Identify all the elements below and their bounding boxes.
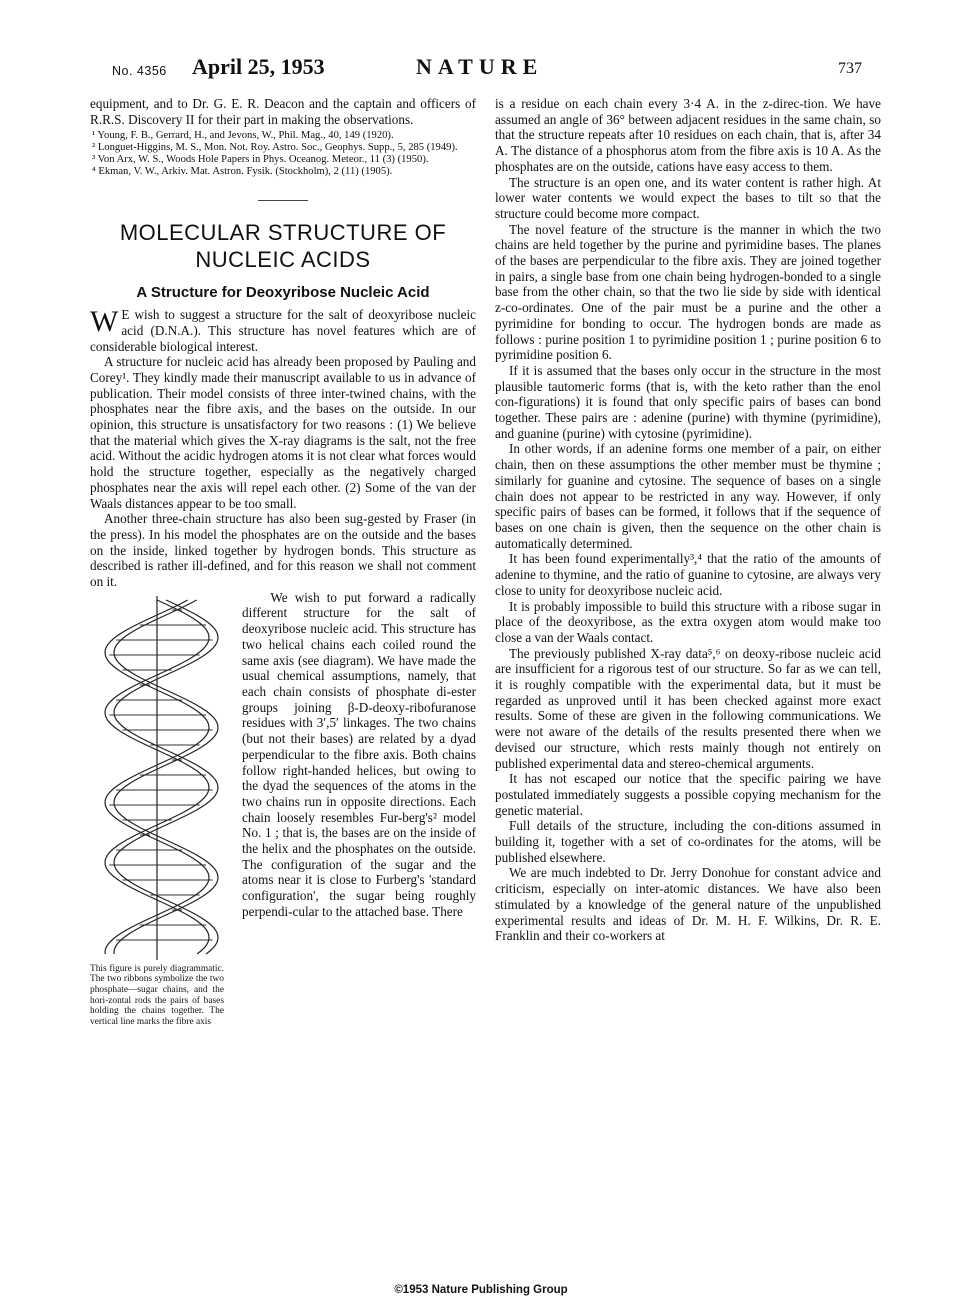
page-header bbox=[0, 54, 962, 84]
reference-item: ² Longuet-Higgins, M. S., Mon. Not. Roy. Astro. Soc., Geophys. Supp., 5, 285 (1949). bbox=[92, 142, 458, 154]
paragraph: It has not escaped our notice that the specific pairing we have postulated immediately suggests a possible copying mechanism for the genetic material. bbox=[495, 771, 881, 818]
reference-item: ³ Von Arx, W. S., Woods Hole Papers in Phys. Oceanog. Meteor., 11 (3) (1950). bbox=[92, 154, 429, 166]
double-helix-diagram bbox=[90, 592, 236, 962]
helix-ribbon bbox=[114, 600, 218, 954]
section-divider bbox=[258, 200, 308, 201]
reference-list bbox=[90, 130, 476, 178]
paragraph: The structure is an open one, and its water content is rather high. At lower water contents we would expect the bases to tilt so that the structure could become more compact. bbox=[495, 174, 881, 221]
paragraph-body: We wish to put forward a radically different structure for the salt of deoxyribose nucleic acid. This structure has two helical chains each coiled round the same axis (see diagram). We have made the usual chemical assumptions, namely, that each chain consists of phosphate di-ester groups joining β-D-deoxy-ribofuranose residues with 3′,5′ linkages. The two chains (but not their bases) are related by a dyad perpendicular to the fibre axis. Both chains follow right-handed helices, but owing to the dyad the sequences of the atoms in the two chains run in opposite directions. Each chain loosely resembles Fur-berg's² model No. 1 ; that is, the bases are on the inside of the helix and the phosphates on the outside. The configuration of the sugar and the atoms near it is close to Furberg's 'standard configuration', the sugar being roughly perpendi-cular to the attached base. There bbox=[242, 589, 476, 919]
issue-number: No. 4356 bbox=[112, 64, 167, 78]
paragraph: It is probably impossible to build this structure with a ribose sugar in place of the deoxyribose, as the extra oxygen atom would make too close a van der Waals contact. bbox=[495, 598, 881, 645]
copyright-footer: ©1953 Nature Publishing Group bbox=[394, 1284, 568, 1296]
reference-item: ⁴ Ekman, V. W., Arkiv. Mat. Astron. Fysik. (Stockholm), 2 (11) (1905). bbox=[92, 166, 393, 178]
paragraph: If it is assumed that the bases only occur in the structure in the most plausible tautomeric forms (that is, with the keto rather than the enol con-figurations) it is found that only specific pairs of bases can bond together. These pairs are : adenine (purine) with thymine (pyrimidine), and guanine (purine) with cytosine (pyrimidine). bbox=[495, 362, 881, 441]
article-title-line: NUCLEIC ACIDS bbox=[195, 247, 371, 273]
paragraph: It has been found experimentally³,⁴ that the ratio of the amounts of adenine to thymine, and the ratio of guanine to cytosine, are always very close to unity for deoxyribose nucleic acid. bbox=[495, 551, 881, 598]
figure-caption: This figure is purely diagrammatic. The two ribbons symbolize the two phosphate—sugar chains, and the hori-zontal rods the pairs of bases holding the chains together. The vertical line marks the fibre axis bbox=[90, 963, 224, 1027]
paragraph bbox=[90, 589, 476, 1027]
paragraph: is a residue on each chain every 3·4 A. in the z-direc-tion. We have assumed an angle of 36° between adjacent residues in the same chain, so that the structure repeats after 10 residues on each chain, that is, after 34 A. The distance of a phosphorus atom from the fibre axis is 10 A. As the phosphates are on the outside, cations have easy access to them. bbox=[495, 96, 881, 174]
double-helix-figure bbox=[90, 592, 236, 1050]
journal-name: NATURE bbox=[416, 54, 544, 79]
paragraph bbox=[90, 307, 476, 354]
issue-date: April 25, 1953 bbox=[192, 54, 325, 79]
reference-item: ¹ Young, F. B., Gerrard, H., and Jevons, W., Phil. Mag., 40, 149 (1920). bbox=[92, 130, 394, 142]
drop-cap: W bbox=[90, 305, 119, 339]
paragraph: The novel feature of the structure is the manner in which the two chains are held together by the purine and pyrimidine bases. The planes of the bases are perpendicular to the fibre axis. They are joined together in pairs, a single base from one chain being hydrogen-bonded to a single base from the other chain, so that the two lie side by side with identical z-co-ordinates. One of the pair must be a purine and the other a pyrimidine for bonding to occur. The hydrogen bonds are made as follows : purine position 1 to pyrimidine position 1 ; purine position 6 to pyrimidine position 6. bbox=[495, 221, 881, 363]
paragraph-text: E wish to suggest a structure for the salt of deoxyribose nucleic acid (D.N.A.). This structure has novel features which are of considerable biological interest. bbox=[90, 307, 476, 354]
paragraph: A structure for nucleic acid has already been proposed by Pauling and Corey¹. They kindly made their manuscript available to us in advance of publication. Their model consists of three inter-twined chains, with the phosphates near the fibre axis, and the bases on the outside. In our opinion, this structure is unsatisfactory for two reasons : (1) We believe that the material which gives the X-ray diagrams is the salt, not the free acid. Without the acidic hydrogen atoms it is not clear what forces would hold the structure together, especially as the negatively charged phosphates near the axis will repel each other. (2) Some of the van der Waals distances appear to be too small. bbox=[90, 354, 476, 511]
paragraph: We are much indebted to Dr. Jerry Donohue for constant advice and criticism, especially on inter-atomic distances. We have also been stimulated by a knowledge of the general nature of the unpublished experimental results and ideas of Dr. M. H. F. Wilkins, Dr. R. E. Franklin and their co-workers at bbox=[495, 865, 881, 944]
paragraph: The previously published X-ray data⁵,⁶ on deoxy-ribose nucleic acid are insufficient for a rigorous test of our structure. So far as we can tell, it is roughly compatible with the experimental data, but it must be regarded as unproved until it has been checked against more exact results. Some of these are given in the following communications. We were not aware of the details of the results presented there when we devised our structure, which rests mainly though not entirely on published experimental data and stereo-chemical arguments. bbox=[495, 645, 881, 771]
helix-ribbon bbox=[114, 600, 218, 954]
left-column bbox=[90, 96, 476, 1050]
paragraph-text bbox=[242, 590, 476, 919]
paragraph: Full details of the structure, including the con-ditions assumed in building it, together with a set of co-ordinates for the atoms, will be published elsewhere. bbox=[495, 818, 881, 865]
article-title bbox=[90, 219, 476, 273]
paragraph: Another three-chain structure has also been sug-gested by Fraser (in the press). In his model the phosphates are on the outside and the bases on the inside, linked together by hydrogen bonds. This structure as described is rather ill-defined, and for this reason we shall not comment on it. bbox=[90, 511, 476, 590]
article-title-line: MOLECULAR STRUCTURE OF bbox=[119, 220, 447, 246]
page-number: 737 bbox=[838, 60, 862, 77]
article-subtitle: A Structure for Deoxyribose Nucleic Acid bbox=[136, 284, 430, 302]
intro-paragraph: equipment, and to Dr. G. E. R. Deacon and the captain and officers of R.R.S. Discovery II for their part in making the observations. bbox=[90, 96, 476, 127]
paragraph: In other words, if an adenine forms one member of a pair, on either chain, then on these assumptions the other member must be thymine ; similarly for guanine and cytosine. The sequence of bases on a single chain does not appear to be restricted in any way. However, if only specific pairs of bases can be formed, it follows that if the sequence of bases on one chain is given, then the sequence on the other chain is automatically determined. bbox=[495, 441, 881, 551]
right-column bbox=[495, 96, 881, 944]
